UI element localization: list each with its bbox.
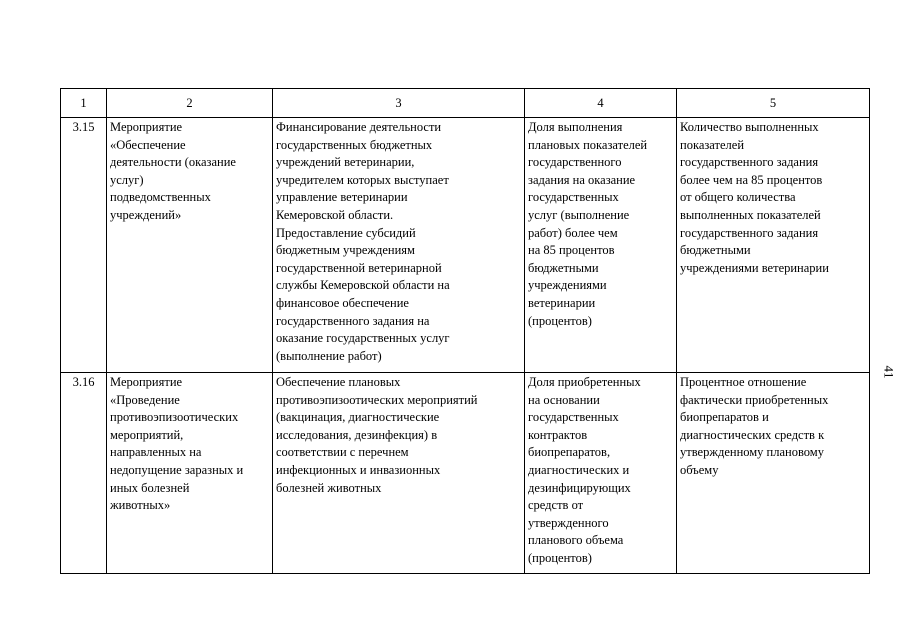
description-text-line: государственного задания на	[276, 313, 430, 328]
description-text-line: Обеспечение плановых	[276, 375, 401, 389]
table-header-row	[61, 89, 870, 118]
criterion-cell	[677, 373, 870, 574]
indicator-text-line: на 85 процентов	[528, 243, 615, 258]
criterion-text-line: показателей	[680, 137, 745, 152]
row-number: 3.16	[61, 373, 107, 574]
indicator-text-line: планового объема	[528, 533, 624, 548]
measure-text-line: противоэпизоотических	[110, 410, 239, 425]
indicator-text-line: Доля выполнения	[528, 120, 623, 134]
description-text-line: (выполнение работ)	[276, 348, 382, 363]
description-text-line: соответствии с перечнем	[276, 445, 409, 460]
description-cell	[273, 373, 525, 574]
criterion-text-line: Количество выполненных	[680, 120, 819, 134]
indicator-text-line: биопрепаратов,	[528, 445, 611, 460]
indicator-text-line: контрактов	[528, 427, 588, 442]
indicator-text-line: бюджетными	[528, 260, 599, 275]
measure-text-line: недопущение заразных и	[110, 462, 244, 477]
indicator-text-line: государственных	[528, 410, 619, 425]
criterion-text-line: от общего количества	[680, 190, 796, 205]
indicator-text-line: задания на оказание	[528, 172, 636, 187]
description-text-line: Финансирование деятельности	[276, 120, 442, 134]
criterion-text-line: государственного задания	[680, 225, 819, 240]
measure-text-line: учреждений»	[110, 207, 182, 222]
row-number: 3.15	[61, 118, 107, 373]
description-text-line: Предоставление субсидий	[276, 225, 416, 240]
description-text-line: службы Кемеровской области на	[276, 278, 450, 293]
indicator-text-line: средств от	[528, 498, 584, 513]
column-header-2: 2	[107, 89, 273, 118]
criterion-text-line: государственного задания	[680, 155, 819, 170]
table-row	[61, 118, 870, 373]
measure-text-line: животных»	[110, 498, 171, 513]
description-text-line: (вакцинация, диагностические	[276, 410, 440, 425]
criterion-text-line: объему	[680, 462, 719, 477]
measure-text-line: подведомственных	[110, 190, 211, 205]
description-text-line: оказание государственных услуг	[276, 331, 450, 346]
measure-text-line: направленных на	[110, 445, 202, 460]
description-text-line: управление ветеринарии	[276, 190, 408, 205]
criterion-text-line: диагностических средств к	[680, 427, 825, 442]
page-number: 41	[881, 365, 897, 379]
indicator-cell	[525, 373, 677, 574]
description-text-line: учреждений ветеринарии,	[276, 155, 415, 170]
indicator-text-line: (процентов)	[528, 550, 592, 565]
measure-cell	[107, 373, 273, 574]
criterion-cell	[677, 118, 870, 373]
indicator-text-line: диагностических и	[528, 462, 630, 477]
measure-text-line: «Проведение	[110, 392, 180, 407]
indicator-text-line: государственных	[528, 190, 619, 205]
description-text-line: государственной ветеринарной	[276, 260, 442, 275]
criterion-text-line: биопрепаратов и	[680, 410, 769, 425]
indicator-text-line: утвержденного	[528, 515, 609, 530]
measure-text-line: «Обеспечение	[110, 137, 186, 152]
indicator-text-line: дезинфицирующих	[528, 480, 631, 495]
criterion-text-line: более чем на 85 процентов	[680, 172, 823, 187]
indicator-text-line: на основании	[528, 392, 600, 407]
measure-text-line: иных болезней	[110, 480, 190, 495]
criterion-text-line: бюджетными	[680, 243, 751, 258]
criterion-text-line: учреждениями ветеринарии	[680, 260, 829, 275]
measure-text-line: Мероприятие	[110, 375, 183, 389]
description-text-line: болезней животных	[276, 480, 382, 495]
measure-text-line: мероприятий,	[110, 427, 184, 442]
description-text-line: учредителем которых выступает	[276, 172, 449, 187]
indicator-text-line: учреждениями	[528, 278, 607, 293]
column-header-5: 5	[677, 89, 870, 118]
description-text-line: Кемеровской области.	[276, 207, 394, 222]
indicator-cell	[525, 118, 677, 373]
indicator-text-line: плановых показателей	[528, 137, 648, 152]
indicator-text-line: Доля приобретенных	[528, 375, 641, 389]
indicator-text-line: государственного	[528, 155, 622, 170]
indicator-text-line: ветеринарии	[528, 295, 596, 310]
criterion-text-line: фактически приобретенных	[680, 392, 829, 407]
measure-cell	[107, 118, 273, 373]
indicator-text-line: работ) более чем	[528, 225, 618, 240]
column-header-1: 1	[61, 89, 107, 118]
description-text-line: противоэпизоотических мероприятий	[276, 392, 478, 407]
measure-text-line: деятельности (оказание	[110, 155, 236, 170]
column-header-3: 3	[273, 89, 525, 118]
measure-text-line: Мероприятие	[110, 120, 183, 134]
column-header-4: 4	[525, 89, 677, 118]
criterion-text-line: Процентное отношение	[680, 375, 807, 389]
criterion-text-line: утвержденному плановому	[680, 445, 824, 460]
description-text-line: исследования, дезинфекция) в	[276, 427, 438, 442]
program-measures-table	[60, 88, 870, 574]
indicator-text-line: (процентов)	[528, 313, 592, 328]
description-text-line: бюджетным учреждениям	[276, 243, 415, 258]
description-text-line: инфекционных и инвазионных	[276, 462, 441, 477]
description-text-line: государственных бюджетных	[276, 137, 433, 152]
criterion-text-line: выполненных показателей	[680, 207, 821, 222]
description-text-line: финансовое обеспечение	[276, 295, 409, 310]
description-cell	[273, 118, 525, 373]
table-row	[61, 373, 870, 574]
measure-text-line: услуг)	[110, 172, 144, 187]
indicator-text-line: услуг (выполнение	[528, 207, 630, 222]
